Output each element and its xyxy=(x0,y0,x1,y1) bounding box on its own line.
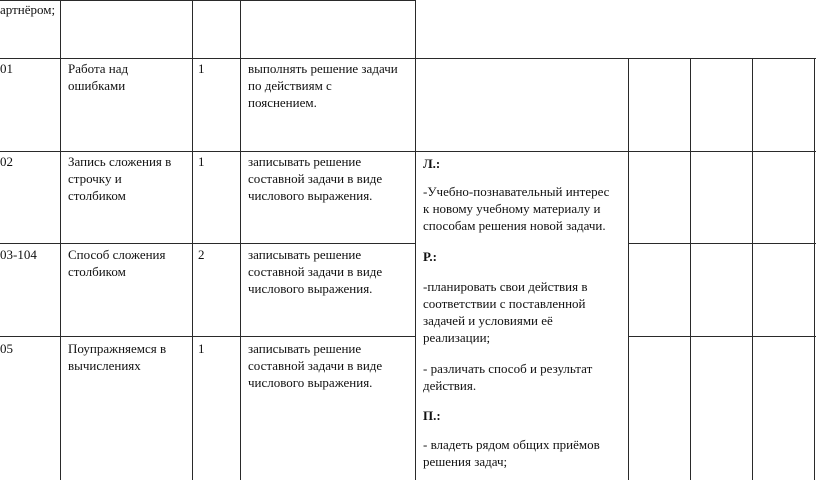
activity-text: записывать решение составной задачи в виде числового выражения. xyxy=(248,154,383,203)
uud-l-heading: Л.: xyxy=(423,156,441,171)
grid-line-v xyxy=(60,0,61,480)
grid-line-v xyxy=(628,58,629,480)
grid-line-h xyxy=(0,0,416,1)
row-number: 03-104 xyxy=(0,247,37,262)
lesson-hours: 1 xyxy=(198,61,205,76)
activity-text: записывать решение составной задачи в виде числового выражения. xyxy=(248,341,383,390)
lesson-topic: Работа над ошибками xyxy=(68,61,129,93)
grid-line-v xyxy=(752,58,753,480)
lesson-hours: 1 xyxy=(198,154,205,169)
uud-r-text-distinguish: - различать способ и результат действия. xyxy=(423,361,593,393)
grid-line-v xyxy=(192,0,193,480)
grid-line-h xyxy=(628,336,816,337)
grid-line-v xyxy=(690,58,691,480)
activity-text: выполнять решение задачи по действиям с пояснением. xyxy=(248,61,398,110)
grid-line-v xyxy=(814,58,815,480)
row-number: артнёром; xyxy=(0,2,56,17)
lesson-topic: Запись сложения в строчку и столбиком xyxy=(68,154,172,203)
lesson-hours: 2 xyxy=(198,247,205,262)
grid-line-h xyxy=(0,243,416,244)
grid-line-h xyxy=(0,151,816,152)
activity-text: записывать решение составной задачи в виде числового выражения. xyxy=(248,247,383,296)
uud-r-text-plan: -планировать свои действия в соответствии с поставленной задачей и условиями её реализации; xyxy=(423,279,588,345)
row-number: 05 xyxy=(0,341,13,356)
grid-line-h xyxy=(0,336,416,337)
row-number: 02 xyxy=(0,154,13,169)
lesson-topic: Поупражняемся в вычислениях xyxy=(68,341,167,373)
uud-p-heading: П.: xyxy=(423,408,441,423)
grid-line-v xyxy=(415,0,416,480)
grid-line-h xyxy=(628,243,816,244)
grid-line-h xyxy=(0,58,816,59)
uud-r-heading: Р.: xyxy=(423,249,437,264)
row-number: 01 xyxy=(0,61,13,76)
uud-p-text: - владеть рядом общих приёмов решения задач; xyxy=(423,437,600,469)
lesson-hours: 1 xyxy=(198,341,205,356)
uud-l-text: -Учебно-познавательный интерес к новому учебному материалу и способам решения новой задачи. xyxy=(423,184,610,233)
grid-line-v xyxy=(240,0,241,480)
lesson-topic: Способ сложения столбиком xyxy=(68,247,166,279)
